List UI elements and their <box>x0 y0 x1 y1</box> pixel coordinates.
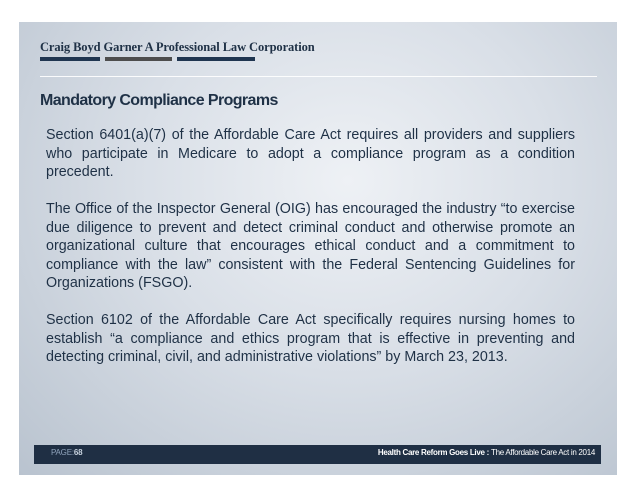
footer-series <box>378 448 595 457</box>
slide <box>19 22 617 475</box>
page-indicator <box>51 448 82 457</box>
header-bar-navy-right <box>177 57 255 61</box>
series-title: Health Care Reform Goes Live <box>377 448 485 457</box>
header-divider <box>40 76 597 77</box>
header-color-bars <box>40 57 255 61</box>
paragraph-3: Section 6102 of the Affordable Care Act specifically requires nursing homes to establish “a compliance and ethics program that is effective in preventing and detecting criminal, civil, and administrative violations” by March 23, 2013. <box>46 312 575 365</box>
series-subtitle: The Affordable Care Act in 2014 <box>491 448 595 457</box>
firm-name: Craig Boyd Garner A Professional Law Corporation <box>40 40 315 54</box>
paragraph-1: Section 6401(a)(7) of the Affordable Care Act requires all providers and suppliers who participate in Medicare to adopt a compliance program as a condition precedent. <box>46 127 575 180</box>
header-bar-gray <box>105 57 172 61</box>
paragraph-2: The Office of the Inspector General (OIG) has encouraged the industry “to exercise due diligence to prevent and detect criminal conduct and otherwise promote an organizational culture that encourages ethical conduct and a commitment to compliance with the law” consistent with the Federal Sentencing Guidelines for Organizations (FSGO). <box>46 201 575 291</box>
header-bar-navy-left <box>40 57 100 61</box>
page-number: 68 <box>73 448 83 457</box>
slide-title: Mandatory Compliance Programs <box>40 92 278 109</box>
page-label: PAGE: <box>51 448 74 457</box>
series-separator: : <box>486 448 490 457</box>
footer-bar <box>34 445 601 464</box>
